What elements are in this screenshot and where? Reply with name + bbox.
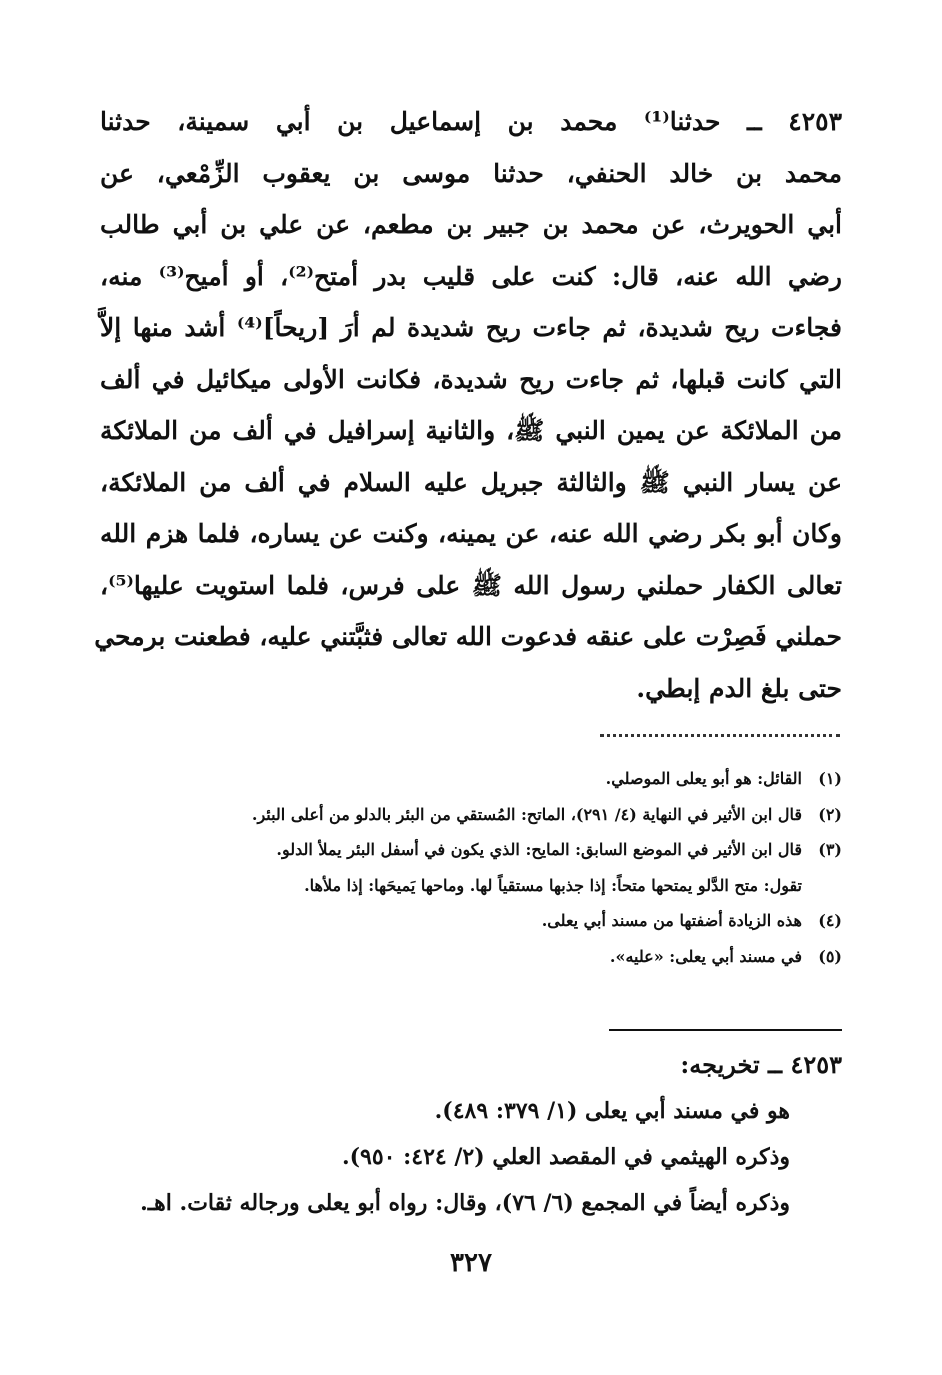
- hadith-line: ٤٢٥٣ ــ حدثنا⁽¹⁾ محمد بن إسماعيل بن أبي سمينة، حدثنا: [100, 107, 842, 136]
- page-number: ٣٢٧: [450, 1248, 492, 1278]
- footnote-separator: [600, 734, 840, 745]
- footnote-text: هذه الزيادة أضفتها من مسند أبي يعلى.: [541, 911, 802, 930]
- footnote-text: قال ابن الأثير في الموضع السابق: المايح: الذي يكون في أسفل البئر يملأ الدلو.: [276, 840, 802, 859]
- hadith-line: التي كانت قبلها، ثم جاءت ريح شديدة، فكانت الأولى ميكائيل في ألف: [100, 364, 842, 394]
- footnote-number: (٢): [818, 804, 842, 824]
- footnote-text: في مسند أبي يعلى: «عليه».: [609, 946, 802, 966]
- footnote: [100, 761, 842, 797]
- footnote-number: (٤): [818, 911, 842, 930]
- takhrij-line: وذكره أيضاً في المجمع (٦/ ٧٦)، وقال: رواه أبو يعلى ورجاله ثقات. اهـ.: [140, 1190, 790, 1216]
- footnote-number: [802, 868, 842, 904]
- footnote-number: (٥): [818, 946, 842, 966]
- footnote-text: القائل: هو أبو يعلى الموصلي.: [605, 769, 802, 788]
- footnote-number: (١): [818, 769, 842, 788]
- takhrij-line: وذكره الهيثمي في المقصد العلي (٢/ ٤٢٤: ٩٥٠).: [341, 1144, 790, 1170]
- takhrij-section: [100, 1042, 842, 1226]
- footnote: [100, 797, 842, 833]
- footnote: [100, 832, 842, 868]
- hadith-line: رضي الله عنه، قال: كنت على قليب بدر أمتح⁽²⁾، أو أميح⁽³⁾ منه،: [100, 261, 843, 291]
- takhrij-line: هو في مسند أبي يعلى (١/ ٣٧٩: ٤٨٩).: [434, 1098, 790, 1124]
- hadith-line: محمد بن خالد الحنفي، حدثنا موسى بن يعقوب الزِّمْعي، عن: [100, 158, 842, 188]
- hadith-line: أبي الحويرث، عن محمد بن جبير بن مطعم، عن علي بن أبي طالب: [100, 210, 842, 239]
- footnote: [100, 939, 842, 975]
- hadith-line: فجاءت ريح شديدة، ثم جاءت ريح شديدة لم أرَ [ريحاً]⁽⁴⁾ أشد منها إلاَّ: [100, 313, 842, 342]
- takhrij-rule: [609, 1029, 842, 1031]
- hadith-text: [94, 96, 843, 714]
- hadith-line: عن يسار النبي ﷺ والثالثة جبريل عليه السلام في ألف من الملائكة،: [100, 467, 842, 497]
- hadith-line: تعالى الكفار حملني رسول الله ﷺ على فرس، فلما استويت عليها⁽⁵⁾،: [100, 570, 842, 600]
- hadith-line: حتى بلغ الدم إبطي.: [636, 673, 842, 703]
- hadith-line: حملني فَصِرْت على عنقه فدعوت الله تعالى فثبَّتني عليه، فطعنت برمحي: [94, 622, 842, 651]
- hadith-line: من الملائكة عن يمين النبي ﷺ، والثانية إسرافيل في ألف من الملائكة: [100, 416, 842, 445]
- footnote-continuation: [100, 868, 842, 904]
- hadith-line: وكان أبو بكر رضي الله عنه، عن يمينه، وكنت عن يساره، فلما هزم الله: [100, 519, 842, 548]
- footnote: [100, 903, 842, 939]
- takhrij-heading: ٤٢٥٣ ــ تخريجه:: [680, 1050, 842, 1079]
- footnote-text: تقول: متح الدَّلو يمتحها متحاً: إذا جذبها مستقياً لها. وماحها يَميحَها: إذا ملأها.: [304, 875, 802, 895]
- footnote-number: (٣): [818, 840, 842, 859]
- footnote-text: قال ابن الأثير في النهاية (٤/ ٢٩١)، الماتح: المُستقي من البئر بالدلو من أعلى البئر.: [251, 804, 802, 824]
- footnotes: [100, 761, 842, 974]
